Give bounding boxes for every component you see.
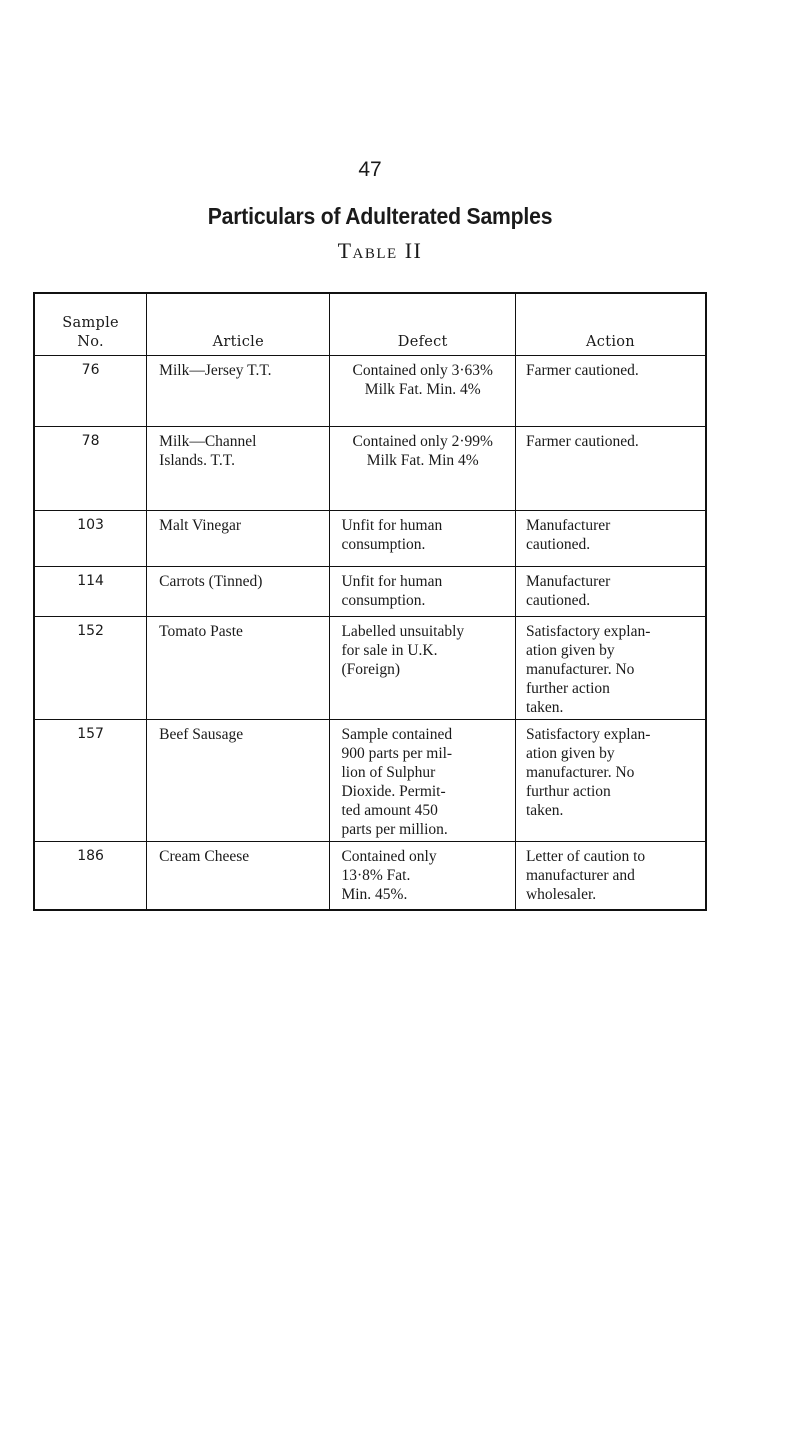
- action-cell: Farmer cautioned.: [515, 427, 706, 511]
- defect-cell: Unfit for human consumption.: [330, 567, 516, 617]
- action-cell: Manufacturer cautioned.: [515, 567, 706, 617]
- table-row: [34, 427, 706, 511]
- article-cell: [147, 427, 330, 511]
- table-row: [34, 842, 706, 910]
- action-cell: Satisfactory explan- ation given by manufacturer. No furthur action taken.: [515, 720, 706, 842]
- table-row: [34, 567, 706, 617]
- sample-no-cell: 157: [34, 720, 147, 842]
- page-title: Particulars of Adulterated Samples: [207, 203, 553, 229]
- table-header-row: [34, 293, 706, 356]
- header-article: Article: [147, 293, 330, 356]
- sample-no-cell: 103: [34, 511, 147, 567]
- table-row: [34, 720, 706, 842]
- article-cell: Tomato Paste: [147, 617, 330, 720]
- sample-no-cell: 78: [34, 427, 147, 511]
- article-text: Milk—Channel Islands. T.T.: [159, 433, 257, 469]
- adulterated-samples-table: [33, 292, 707, 911]
- article-cell: Cream Cheese: [147, 842, 330, 910]
- article-cell: Carrots (Tinned): [147, 567, 330, 617]
- header-action: Action: [515, 293, 706, 356]
- defect-cell: Sample contained 900 parts per mil- lion of Sulphur Dioxide. Permit- ted amount 450 parts per million.: [330, 720, 516, 842]
- table-row: [34, 356, 706, 427]
- sample-no-cell: 152: [34, 617, 147, 720]
- article-cell: Malt Vinegar: [147, 511, 330, 567]
- defect-cell: Contained only 2·99% Milk Fat. Min 4%: [330, 427, 516, 511]
- defect-cell: Unfit for human consumption.: [330, 511, 516, 567]
- table-row: [34, 617, 706, 720]
- action-cell: Manufacturer cautioned.: [515, 511, 706, 567]
- defect-cell: Contained only 3·63% Milk Fat. Min. 4%: [330, 356, 516, 427]
- article-cell: Milk—Jersey T.T.: [147, 356, 330, 427]
- sample-no-cell: 186: [34, 842, 147, 910]
- sample-no-cell: 76: [34, 356, 147, 427]
- action-cell: Farmer cautioned.: [515, 356, 706, 427]
- action-cell: Letter of caution to manufacturer and wholesaler.: [515, 842, 706, 910]
- defect-cell: Contained only 13·8% Fat. Min. 45%.: [330, 842, 516, 910]
- table-caption: Table II: [337, 238, 423, 263]
- header-defect: Defect: [330, 293, 516, 356]
- article-cell: Beef Sausage: [147, 720, 330, 842]
- page-number: 47: [358, 158, 382, 181]
- defect-cell: Labelled unsuitably for sale in U.K. (Foreign): [330, 617, 516, 720]
- header-sample-no: Sample No.: [34, 293, 147, 356]
- sample-no-cell: 114: [34, 567, 147, 617]
- table-row: [34, 511, 706, 567]
- action-cell: Satisfactory explan- ation given by manufacturer. No further action taken.: [515, 617, 706, 720]
